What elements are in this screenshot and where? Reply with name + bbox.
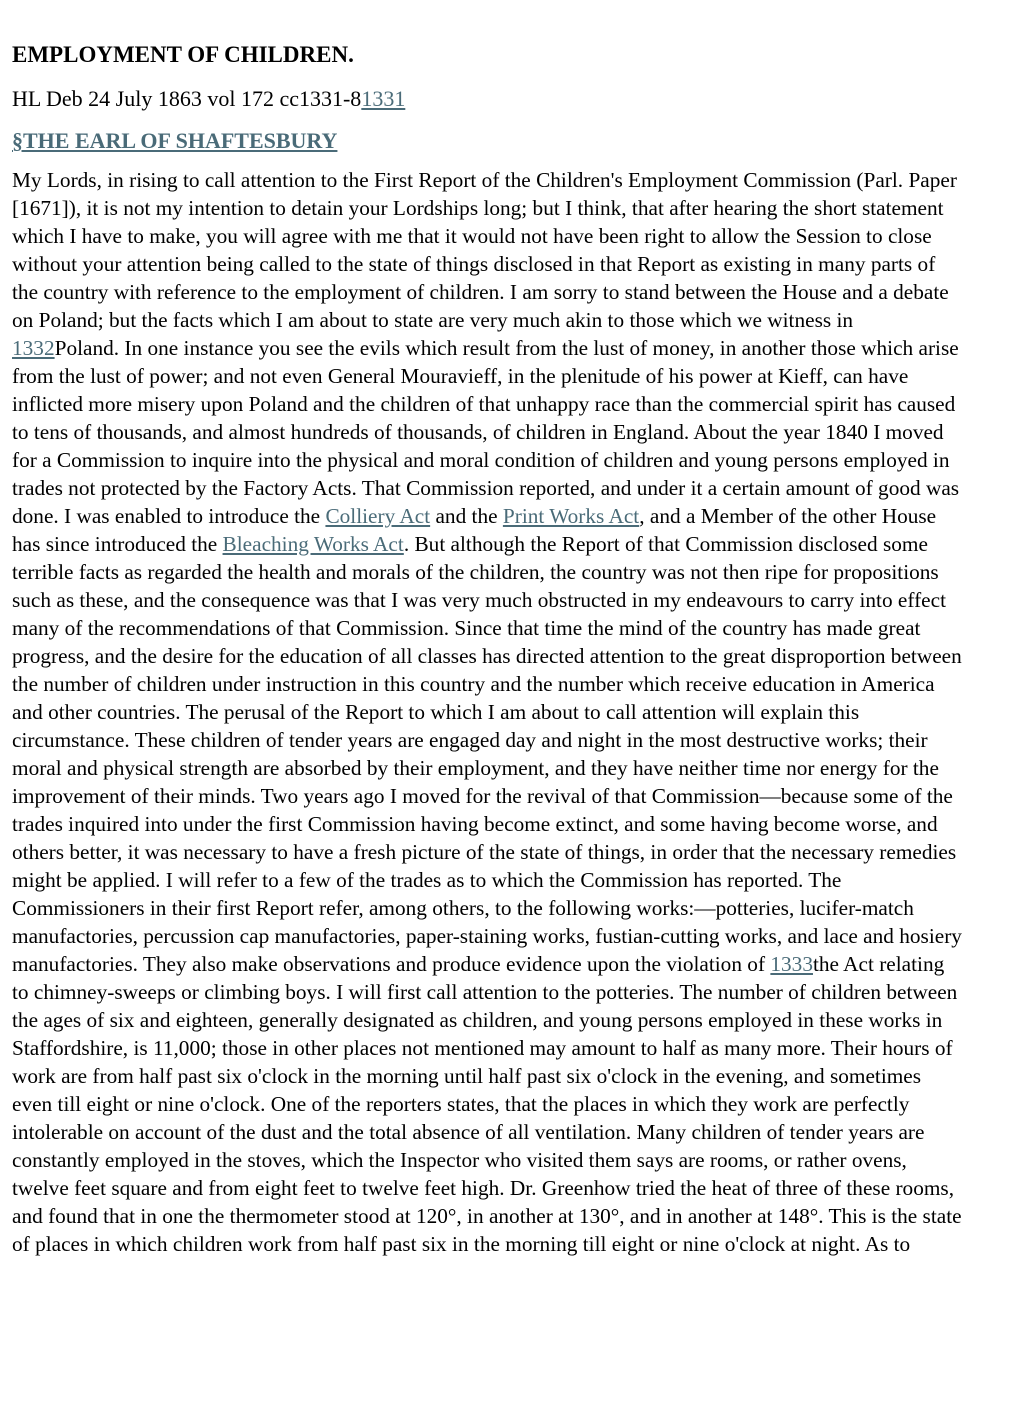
speech-text-3: and the bbox=[430, 504, 503, 528]
speech-text-2: Poland. In one instance you see the evils which result from the lust of money, in another those which arise from the lust of power; and not even General Mouravieff, in the plenitude of his power at Kieff, can have inflicted more misery upon Poland and the children of that unhappy race than the commercial spirit has caused to tens of thousands, and almost hundreds of thousands, of children in England. About the year 1840 I moved for a Commission to inquire into the physical and moral condition of children and young persons employed in trades not protected by the Factory Acts. That Commission reported, and under it a certain amount of good was done. I was enabled to introduce the bbox=[12, 336, 960, 528]
column-link-1332[interactable]: 1332 bbox=[12, 336, 55, 360]
section-mark: § bbox=[12, 128, 23, 153]
citation bbox=[12, 84, 962, 114]
colliery-act-link[interactable]: Colliery Act bbox=[325, 504, 431, 528]
citation-text: HL Deb 24 July 1863 vol 172 cc1331-8 bbox=[12, 86, 362, 111]
page-title: EMPLOYMENT OF CHILDREN. bbox=[12, 42, 354, 67]
print-works-act-link[interactable]: Print Works Act bbox=[502, 504, 640, 528]
speech-text-6: the Act relating to chimney-sweeps or climbing boys. I will first call attention to the potteries. The number of children between the ages of six and eighteen, generally designated as children, and young persons employed in these works in Staffordshire, is 11,000; those in other places not mentioned may amount to half as many more. Their hours of work are from half past six o'clock in the morning until half past six o'clock in the evening, and sometimes even till eight or nine o'clock. One of the reporters states, that the places in which they work are perfectly intolerable on account of the dust and the total absence of all ventilation. Many children of tender years are constantly employed in the stoves, which the Inspector who visited them says are rooms, or rather ovens, twelve feet square and from eight feet to twelve feet high. Dr. Greenhow tried the heat of three of these rooms, and found that in one the thermometer stood at 120°, in another at 130°, and in another at 148°. This is the state of places in which children work from half past six in the morning till eight or nine o'clock at night. As to bbox=[12, 952, 962, 1256]
speaker-name: THE EARL OF SHAFTESBURY bbox=[23, 128, 338, 153]
column-link-1331[interactable]: 1331 bbox=[361, 86, 406, 111]
column-link-1333[interactable]: 1333 bbox=[770, 952, 813, 976]
speech-text-4: , and a Member of the other House has since introduced the bbox=[12, 504, 937, 556]
speaker-link[interactable] bbox=[12, 128, 337, 153]
speech-text-1: My Lords, in rising to call attention to the First Report of the Children's Employment Commission (Parl. Paper [1671]), it is not my intention to detain your Lordships long; but I think, that after hearing the short statement which I have to make, you will agree with me that it would not have been right to allow the Session to close without your attention being called to the state of things disclosed in that Report as existing in many parts of the country with reference to the employment of children. I am sorry to stand between the House and a debate on Poland; but the facts which I am about to state are very much akin to those which we witness in bbox=[12, 168, 957, 332]
speech-paragraph bbox=[12, 166, 962, 1258]
speech-text-5: . But although the Report of that Commission disclosed some terrible facts as regarded the health and morals of the children, the country was not then ripe for propositions such as these, and the consequence was that I was very much obstructed in my endeavours to carry into effect many of the recommendations of that Commission. Since that time the mind of the country has made great progress, and the desire for the education of all classes has directed attention to the great disproportion between the number of children under instruction in this country and the number which receive education in America and other countries. The perusal of the Report to which I am about to call attention will explain this circumstance. These children of tender years are engaged day and night in the most destructive works; their moral and physical strength are absorbed by their employment, and they have neither time nor energy for the improvement of their minds. Two years ago I moved for the revival of that Commission—because some of the trades inquired into under the first Commission having become extinct, and some having become worse, and others better, it was necessary to have a fresh picture of the state of things, in order that the necessary remedies might be applied. I will refer to a few of the trades as to which the Commission has reported. The Commissioners in their first Report refer, among others, to the following works:—potteries, lucifer-match manufactories, percussion cap manufactories, paper-staining works, fustian-cutting works, and lace and hosiery manufactories. They also make observations and produce evidence upon the violation of bbox=[12, 532, 962, 976]
bleaching-works-act-link[interactable]: Bleaching Works Act bbox=[222, 532, 404, 556]
speaker-heading bbox=[12, 126, 962, 156]
